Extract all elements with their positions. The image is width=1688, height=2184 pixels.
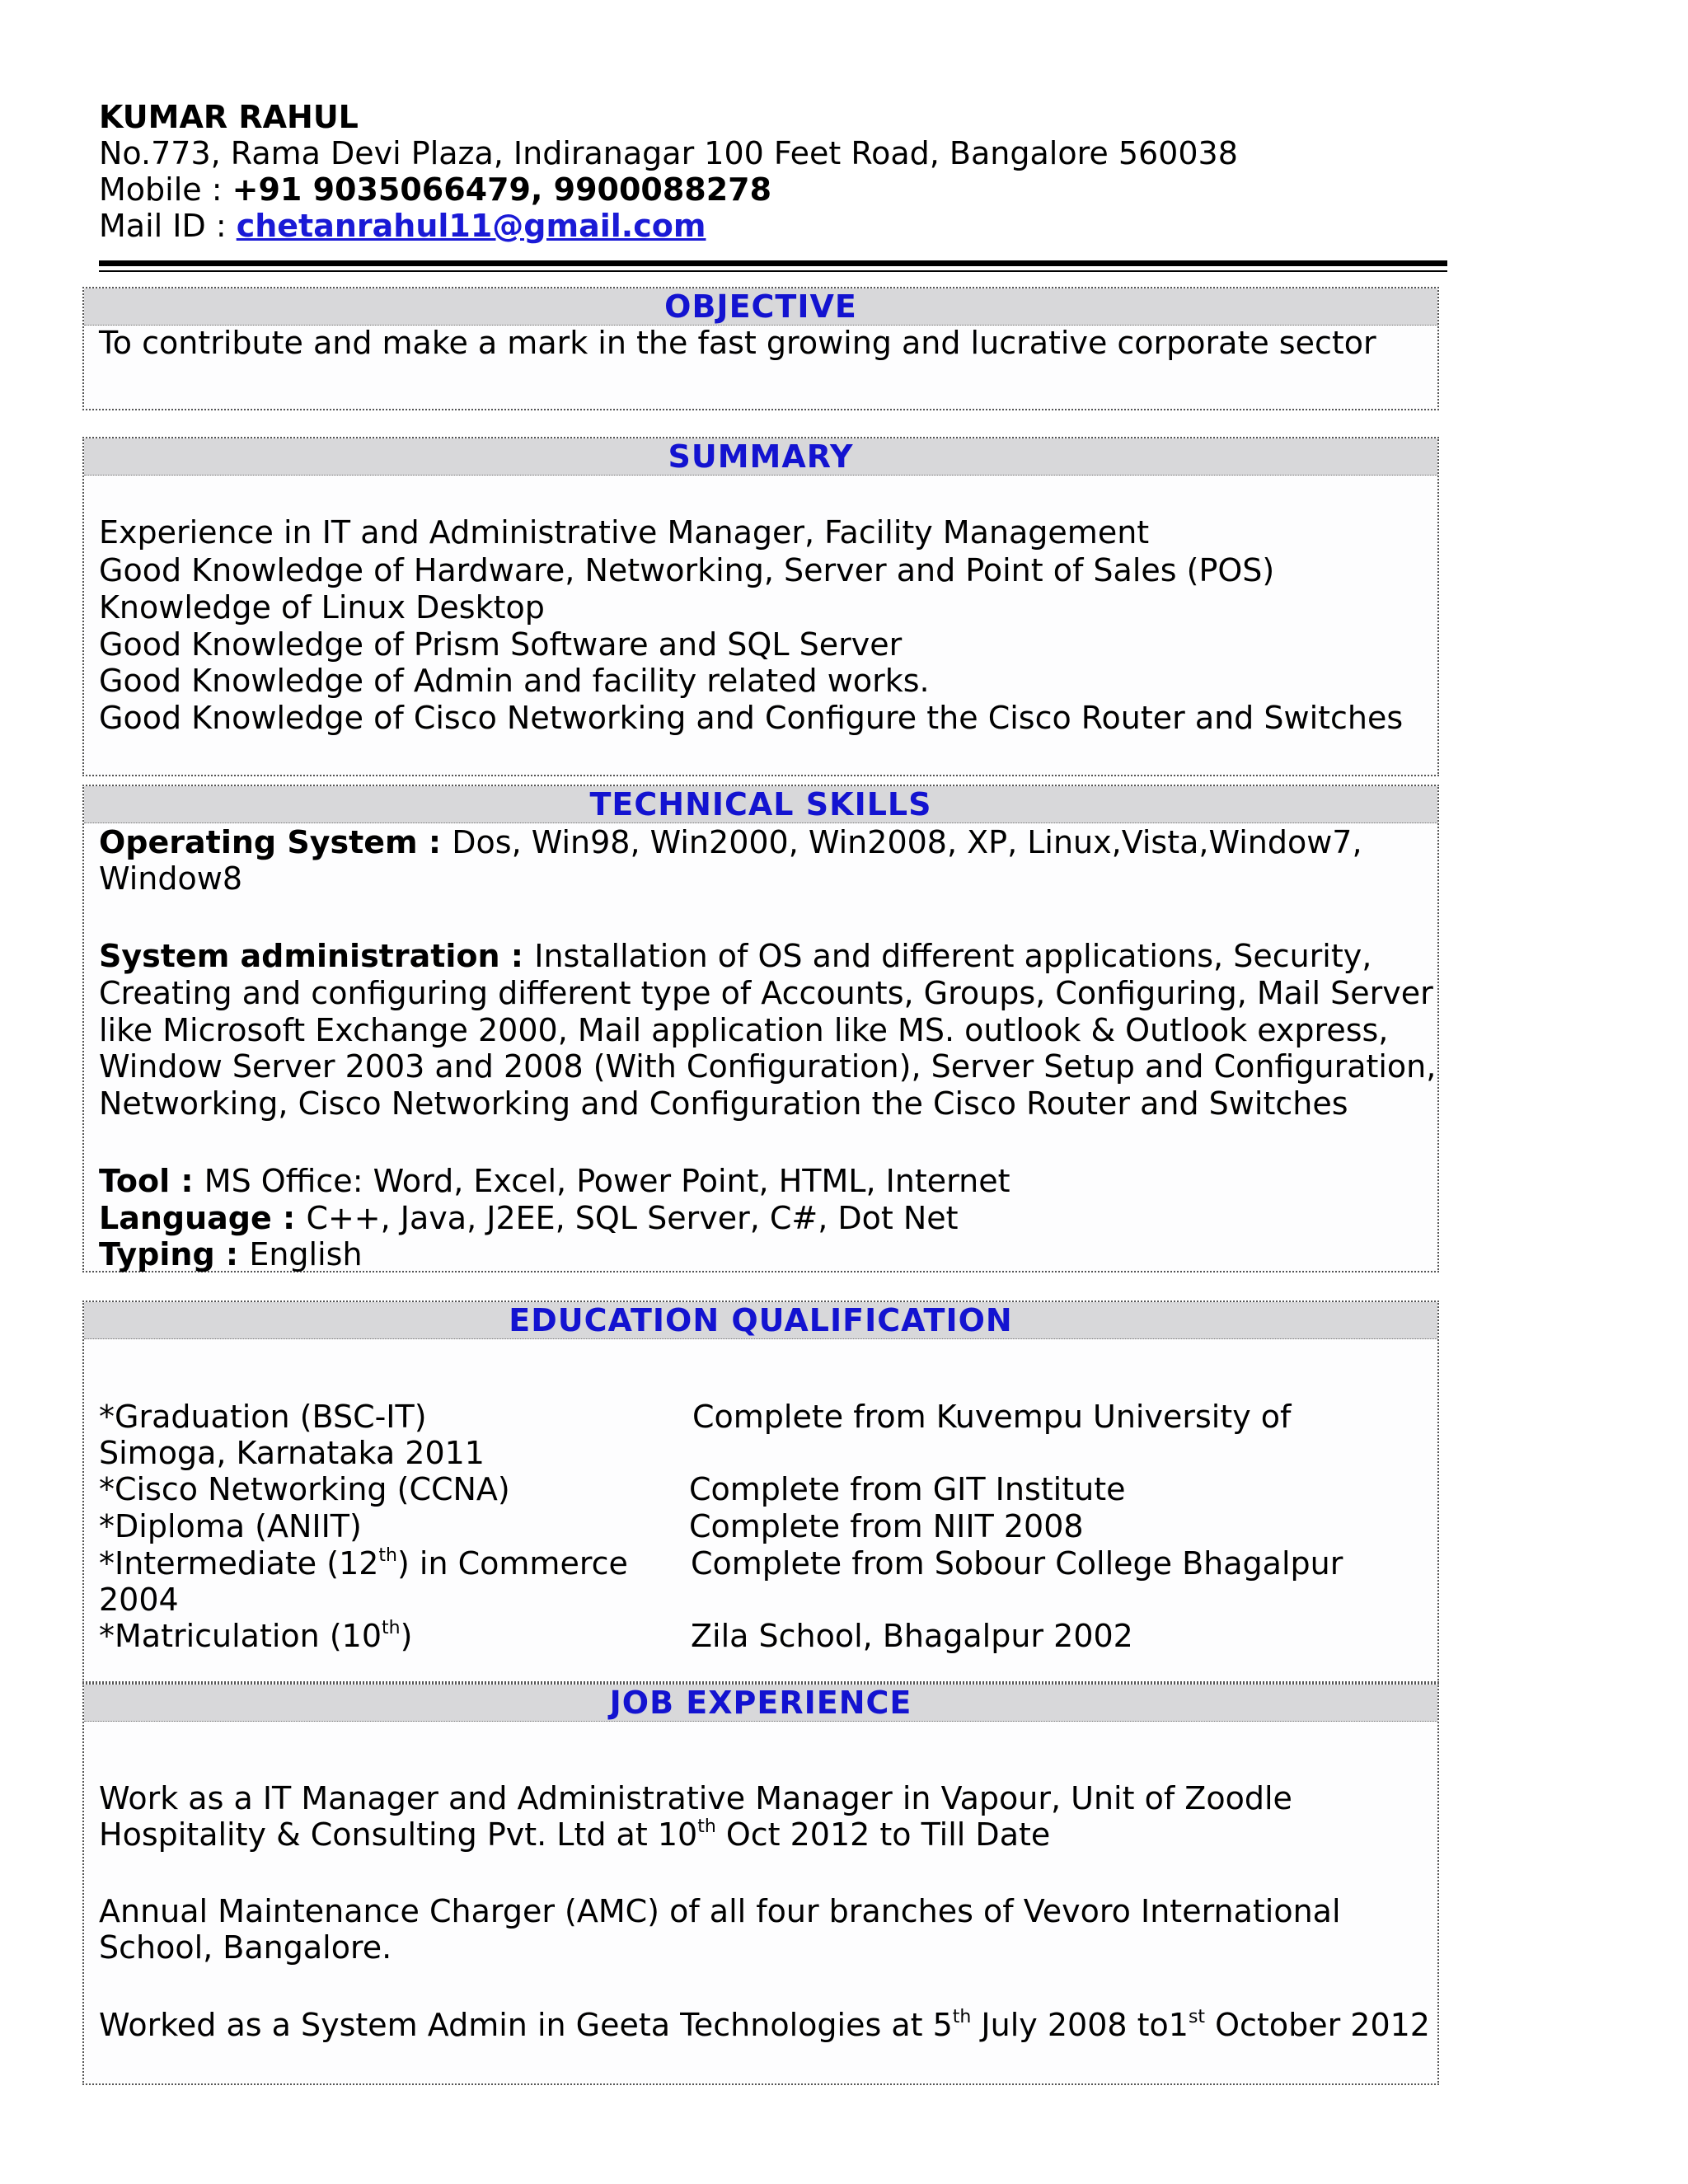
edu-intermediate-detail: Complete from Sobour College Bhagalpur bbox=[691, 1545, 1343, 1582]
edu-intermediate bbox=[99, 1545, 628, 1582]
objective-heading: OBJECTIVE bbox=[84, 288, 1437, 326]
os-value: Dos, Win98, Win2000, Win2008, XP, Linux,Vista,Window7, bbox=[452, 824, 1362, 860]
edu-diploma-detail: Complete from NIIT 2008 bbox=[689, 1508, 1084, 1544]
typing-line bbox=[99, 1236, 363, 1272]
superscript: th bbox=[697, 1816, 716, 1838]
superscript: th bbox=[378, 1545, 397, 1567]
summary-line: Good Knowledge of Hardware, Networking, Server and Point of Sales (POS) bbox=[99, 552, 1275, 588]
sysadmin-value-cont: like Microsoft Exchange 2000, Mail application like MS. outlook & Outlook express, bbox=[99, 1012, 1389, 1048]
job2-line: School, Bangalore. bbox=[99, 1929, 392, 1966]
edu-graduation-detail-cont: Simoga, Karnataka 2011 bbox=[99, 1435, 485, 1471]
os-line bbox=[99, 824, 1362, 860]
edu-matriculation bbox=[99, 1618, 412, 1654]
sysadmin-line bbox=[99, 938, 1372, 974]
edu-matriculation-text: *Matriculation (10 bbox=[99, 1618, 382, 1654]
job3-line bbox=[99, 2007, 1430, 2043]
email-link[interactable]: chetanrahul11@gmail.com bbox=[236, 208, 706, 244]
job1-line bbox=[99, 1816, 1050, 1853]
job2-line: Annual Maintenance Charger (AMC) of all four branches of Vevoro International bbox=[99, 1893, 1341, 1929]
job1-text: Hospitality & Consulting Pvt. Ltd at 10 bbox=[99, 1816, 698, 1853]
job1-text: Oct 2012 to Till Date bbox=[715, 1816, 1051, 1853]
mobile-line bbox=[99, 171, 771, 208]
edu-matriculation-detail: Zila School, Bhagalpur 2002 bbox=[691, 1618, 1133, 1654]
edu-ccna-detail: Complete from GIT Institute bbox=[689, 1471, 1126, 1507]
job1-line: Work as a IT Manager and Administrative Manager in Vapour, Unit of Zoodle bbox=[99, 1780, 1292, 1816]
mail-label: Mail ID : bbox=[99, 208, 237, 244]
edu-ccna: *Cisco Networking (CCNA) bbox=[99, 1471, 510, 1507]
os-label: Operating System : bbox=[99, 824, 452, 860]
header-rule-thin bbox=[99, 270, 1447, 272]
education-heading: EDUCATION QUALIFICATION bbox=[84, 1302, 1437, 1339]
edu-intermediate-text: ) in Commerce bbox=[397, 1545, 628, 1582]
sysadmin-label: System administration : bbox=[99, 938, 535, 974]
summary-heading: SUMMARY bbox=[84, 438, 1437, 476]
objective-text: To contribute and make a mark in the fast growing and lucrative corporate sector bbox=[99, 325, 1376, 361]
edu-graduation-detail: Complete from Kuvempu University of bbox=[692, 1399, 1292, 1435]
sysadmin-value-cont: Networking, Cisco Networking and Configuration the Cisco Router and Switches bbox=[99, 1085, 1348, 1122]
superscript: st bbox=[1188, 2007, 1206, 2028]
superscript: th bbox=[952, 2007, 972, 2028]
job-experience-heading: JOB EXPERIENCE bbox=[84, 1685, 1437, 1722]
candidate-name: KUMAR RAHUL bbox=[99, 99, 359, 135]
edu-diploma: *Diploma (ANIIT) bbox=[99, 1508, 362, 1544]
address: No.773, Rama Devi Plaza, Indiranagar 100 Feet Road, Bangalore 560038 bbox=[99, 135, 1238, 171]
language-line bbox=[99, 1200, 959, 1236]
edu-matriculation-text: ) bbox=[400, 1618, 413, 1654]
job3-text: Worked as a System Admin in Geeta Technologies at 5 bbox=[99, 2007, 953, 2043]
summary-line: Experience in IT and Administrative Manager, Facility Management bbox=[99, 514, 1150, 551]
typing-label: Typing : bbox=[99, 1236, 250, 1272]
sysadmin-value-cont: Creating and configuring different type of Accounts, Groups, Configuring, Mail Server bbox=[99, 975, 1433, 1011]
tool-value: MS Office: Word, Excel, Power Point, HTML, Internet bbox=[204, 1163, 1010, 1199]
job3-text: October 2012 bbox=[1205, 2007, 1430, 2043]
header-rule bbox=[99, 260, 1447, 266]
summary-line: Good Knowledge of Admin and facility related works. bbox=[99, 663, 930, 699]
tool-label: Tool : bbox=[99, 1163, 204, 1199]
mobile-label: Mobile : bbox=[99, 171, 232, 208]
mobile-value: +91 9035066479, 9900088278 bbox=[232, 171, 772, 208]
mail-line bbox=[99, 208, 706, 244]
tool-line bbox=[99, 1163, 1010, 1199]
summary-line: Good Knowledge of Prism Software and SQL Server bbox=[99, 626, 903, 663]
sysadmin-value-cont: Window Server 2003 and 2008 (With Configuration), Server Setup and Configuration, bbox=[99, 1048, 1437, 1085]
os-value-cont: Window8 bbox=[99, 860, 243, 897]
edu-intermediate-text: *Intermediate (12 bbox=[99, 1545, 379, 1582]
edu-graduation: *Graduation (BSC-IT) bbox=[99, 1399, 427, 1435]
edu-intermediate-detail-cont: 2004 bbox=[99, 1582, 179, 1618]
summary-line: Knowledge of Linux Desktop bbox=[99, 589, 545, 626]
job3-text: July 2008 to1 bbox=[971, 2007, 1189, 2043]
technical-skills-heading: TECHNICAL SKILLS bbox=[84, 786, 1437, 823]
summary-line: Good Knowledge of Cisco Networking and Configure the Cisco Router and Switches bbox=[99, 700, 1404, 736]
typing-value: English bbox=[249, 1236, 363, 1272]
superscript: th bbox=[382, 1618, 401, 1639]
language-value: C++, Java, J2EE, SQL Server, C#, Dot Net bbox=[306, 1200, 959, 1236]
sysadmin-value: Installation of OS and different applications, Security, bbox=[534, 938, 1372, 974]
language-label: Language : bbox=[99, 1200, 307, 1236]
